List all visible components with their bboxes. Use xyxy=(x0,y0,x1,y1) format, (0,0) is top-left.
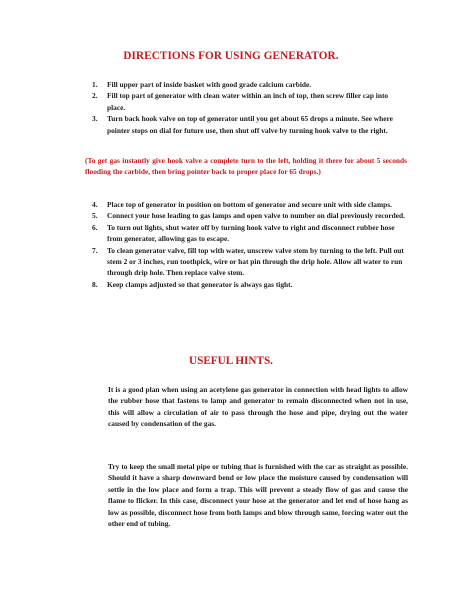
list-item xyxy=(85,245,407,279)
list-item-number: 4. xyxy=(92,200,98,209)
useful-hints-heading: USEFUL HINTS. xyxy=(189,355,273,367)
hint-paragraph: Try to keep the small metal pipe or tubing that is furnished with the car as straight as possible. Should it have a sharp downward bend or low place the moisture caused by condensation will settle in the low place and form a trap. This will prevent a steady flow of gas and cause the flame to flicker. In this case, disconnect your hose at the generator and let end of hose hang as low as possible, disconnect hose from both lamps and blow through same, forcing water out the other end of tubing. xyxy=(108,462,408,529)
directions-list-part-1 xyxy=(85,79,407,136)
list-item-number: 3. xyxy=(92,114,98,124)
list-item xyxy=(85,279,407,290)
list-item xyxy=(85,222,407,245)
list-item xyxy=(85,79,407,90)
list-item-number: 7. xyxy=(92,245,98,255)
list-item-text: Place top of generator in position on bottom of generator and secure unit with side clamps. xyxy=(107,200,392,209)
list-item-text: To clean generator valve, fill top with water, unscrew valve stem by turning to the left. Pull out stem 2 or 3 inches, run toothpick, wire or hat pin through the drip hole. Allow all water to run through drip hole. Then replace valve stem. xyxy=(107,245,404,278)
hint-paragraph: It is a good plan when using an acetylene gas generator in connection with head lights to allow the rubber hose that fastens to lamp and generator to remain disconnected when not in use, this will allow a circulation of air to pass through the hose and pipe, drying out the water caused by condensation of the gas. xyxy=(108,385,408,429)
list-item xyxy=(85,210,407,221)
list-item xyxy=(85,113,407,136)
directions-list-part-2 xyxy=(85,199,407,290)
list-item-number: 5. xyxy=(92,211,98,221)
red-note: (To get gas instantly give hook valve a complete turn to the left, holding it there for about 5 seconds flooding the carbide, then bring pointer back to proper place for 65 drops.) xyxy=(85,156,407,177)
list-item xyxy=(85,199,407,210)
list-item-number: 6. xyxy=(92,222,98,232)
list-item-text: To turn out lights, shut water off by turning hook valve to right and disconnect rubber hose from generator, allowing gas to escape. xyxy=(107,222,395,244)
list-item-text: Fill top part of generator with clean water within an inch of top, then screw filler cap into place. xyxy=(107,91,389,112)
list-item-number: 1. xyxy=(92,80,98,89)
list-item xyxy=(85,90,407,113)
list-item-text: Connect your hose leading to gas lamps and open valve to number on dial previously recorded. xyxy=(107,211,405,221)
list-item-number: 2. xyxy=(92,91,98,101)
page-title: DIRECTIONS FOR USING GENERATOR. xyxy=(123,50,339,62)
list-item-text: Turn back hook valve on top of generator until you get about 65 drops a minute. See where pointer stops on dial for future use, then shut off valve by turning hook valve to the right. xyxy=(107,114,393,135)
list-item-text: Keep clamps adjusted so that generator is always gas tight. xyxy=(107,279,293,289)
list-item-text: Fill upper part of inside basket with good grade calcium carbide. xyxy=(107,80,312,89)
list-item-number: 8. xyxy=(92,279,98,289)
